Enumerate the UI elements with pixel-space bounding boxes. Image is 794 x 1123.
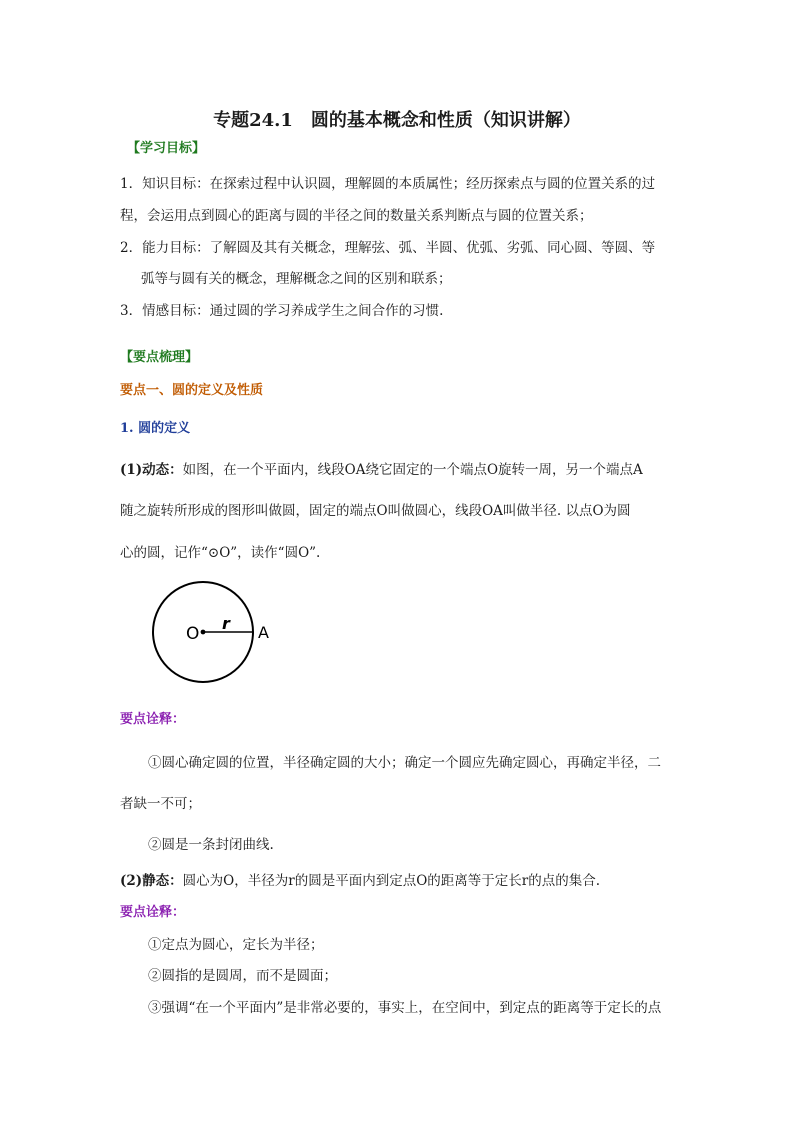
summary-heading: 【要点梳理】 (120, 350, 199, 365)
dynamic-line-1: (1)动态：如图，在一个平面内，线段OA绕它固定的一个端点O旋转一周，另一个端点A (120, 462, 643, 478)
point-label: A (258, 623, 269, 642)
note-line: ②圆指的是圆周，而不是圆面； (148, 968, 337, 984)
note-line: ①圆心确定圆的位置，半径确定圆的大小；确定一个圆应先确定圆心，再确定半径，二 (148, 755, 661, 771)
note-line: ①定点为圆心，定长为半径； (148, 937, 324, 953)
static-line: (2)静态：圆心为O，半径为r的圆是平面内到定点O的距离等于定长r的点的集合. (120, 873, 601, 889)
dynamic-line-3: 心的圆，记作“⊙O”，读作“圆O”. (120, 545, 321, 561)
goals-heading: 【学习目标】 (127, 141, 206, 156)
definition-heading: 1. 圆的定义 (120, 421, 191, 436)
goal-line: 弧等与圆有关的概念，理解概念之间的区别和联系； (141, 271, 452, 287)
note-line: 者缺一不可； (120, 796, 201, 812)
circle-figure (150, 580, 290, 688)
goal-line: 1．知识目标：在探索过程中认识圆，理解圆的本质属性；经历探索点与圆的位置关系的过 (120, 176, 656, 192)
center-label: O (186, 624, 200, 644)
point1-heading: 要点一、圆的定义及性质 (120, 383, 264, 398)
note-heading: 要点诠释： (120, 712, 186, 727)
static-label: (2)静态： (120, 873, 183, 889)
note-line: ②圆是一条封闭曲线. (148, 837, 274, 853)
goal-line: 2．能力目标：了解圆及其有关概念，理解弦、弧、半圆、优弧、劣弧、同心圆、等圆、等 (120, 240, 656, 256)
dynamic-label: (1)动态： (120, 462, 183, 478)
dynamic-line-2: 随之旋转所形成的图形叫做圆，固定的端点O叫做圆心，线段OA叫做半径. 以点O为圆 (120, 503, 631, 519)
center-dot (201, 630, 206, 635)
page-title: 专题24.1 圆的基本概念和性质（知识讲解） (213, 110, 581, 131)
goal-line: 程，会运用点到圆心的距离与圆的半径之间的数量关系判断点与圆的位置关系； (120, 208, 593, 224)
goal-line: 3．情感目标：通过圆的学习养成学生之间合作的习惯. (120, 303, 444, 319)
note-line: ③强调“在一个平面内”是非常必要的，事实上，在空间中，到定点的距离等于定长的点 (148, 1000, 662, 1016)
note-heading-2: 要点诠释： (120, 905, 186, 920)
radius-label: r (222, 614, 230, 633)
